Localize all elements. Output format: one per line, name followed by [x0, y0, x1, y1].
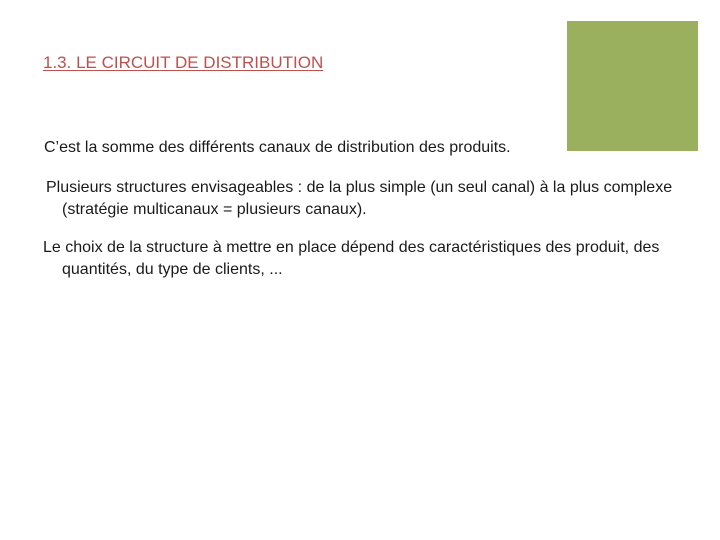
accent-box [567, 21, 698, 151]
definition-paragraph: C’est la somme des différents canaux de distribution des produits. [44, 139, 511, 156]
choice-paragraph: Le choix de la structure à mettre en place dépend des caractéristiques des produit, des quantités, du type de clients, ... [43, 239, 660, 278]
structures-paragraph: Plusieurs structures envisageables : de la plus simple (un seul canal) à la plus complexe (stratégie multicanaux = plusieurs canaux). [46, 179, 673, 218]
slide-title: 1.3. LE CIRCUIT DE DISTRIBUTION [43, 53, 324, 72]
